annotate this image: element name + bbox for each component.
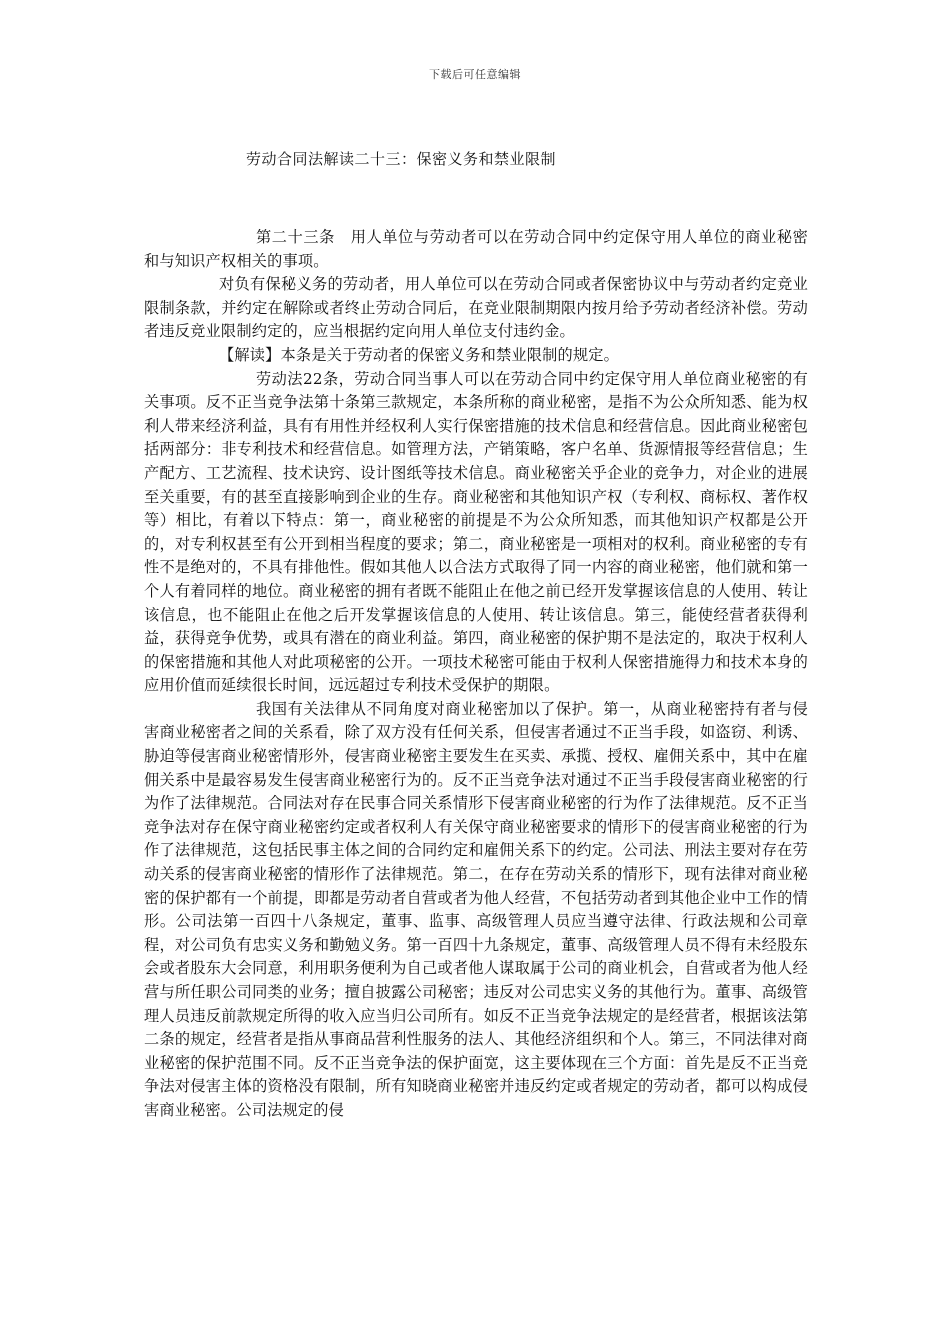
interpretation-heading: 【解读】本条是关于劳动者的保密义务和禁业限制的规定。 — [219, 345, 620, 364]
document-title: 劳动合同法解读二十三：保密义务和禁业限制 — [246, 150, 557, 168]
header-note: 下载后可任意编辑 — [429, 68, 521, 81]
article-paragraph-2: 对负有保秘义务的劳动者，用人单位可以在劳动合同或者保密协议中与劳动者约定竞业限制条款，并约定在解除或者终止劳动合同后，在竞业限制期限内按月给予劳动者经济补偿。劳动者违反竞业限制约定的，应当根据约定向用人单位支付违约金。 — [144, 275, 808, 341]
document-body — [144, 226, 808, 1123]
article-paragraph-1: 第二十三条 用人单位与劳动者可以在劳动合同中约定保守用人单位的商业秘密和与知识产权相关的事项。 — [144, 228, 808, 270]
interpretation-paragraph-1: 劳动法22条，劳动合同当事人可以在劳动合同中约定保守用人单位商业秘密的有关事项。反不正当竞争法第十条第三款规定，本条所称的商业秘密，是指不为公众所知悉、能为权利人带来经济利益，具有有用性并经权利人实行保密措施的技术信息和经营信息。因此商业秘密包括两部分：非专利技术和经营信息。如管理方法，产销策略，客户名单、货源情报等经营信息；生产配方、工艺流程、技术诀窍、设计图纸等技术信息。商业秘密关乎企业的竞争力，对企业的进展至关重要，有的甚至直接影响到企业的生存。商业秘密和其他知识产权（专利权、商标权、著作权等）相比，有着以下特点：第一，商业秘密的前提是不为公众所知悉，而其他知识产权都是公开的，对专利权甚至有公开到相当程度的要求；第二，商业秘密是一项相对的权利。商业秘密的专有性不是绝对的，不具有排他性。假如其他人以合法方式取得了同一内容的商业秘密，他们就和第一个人有着同样的地位。商业秘密的拥有者既不能阻止在他之前已经开发掌握该信息的人使用、转让该信息，也不能阻止在他之后开发掌握该信息的人使用、转让该信息。第三，能使经营者获得利益，获得竞争优势，或具有潜在的商业利益。第四，商业秘密的保护期不是法定的，取决于权利人的保密措施和其他人对此项秘密的公开。一项技术秘密可能由于权利人保密措施得力和技术本身的应用价值而延续很长时间，远远超过专利技术受保护的期限。 — [144, 369, 808, 695]
interpretation-paragraph-2: 我国有关法律从不同角度对商业秘密加以了保护。第一，从商业秘密持有者与侵害商业秘密者之间的关系看，除了双方没有任何关系，但侵害者通过不正当手段，如盗窃、利诱、胁迫等侵害商业秘密情形外，侵害商业秘密主要发生在买卖、承揽、授权、雇佣关系中，其中在雇佣关系中是最容易发生侵害商业秘密行为的。反不正当竞争法对通过不正当手段侵害商业秘密的行为作了法律规范。合同法对存在民事合同关系情形下侵害商业秘密的行为作了法律规范。反不正当竞争法对存在保守商业秘密约定或者权利人有关保守商业秘密要求的情形下的侵害商业秘密的行为作了法律规范，这包括民事主体之间的合同约定和雇佣关系下的约定。公司法、刑法主要对存在劳动关系的侵害商业秘密的情形作了法律规范。第二，在存在劳动关系的情形下，现有法律对商业秘密的保护都有一个前提，即都是劳动者自营或者为他人经营，不包括劳动者到其他企业中工作的情形。公司法第一百四十八条规定，董事、监事、高级管理人员应当遵守法律、行政法规和公司章程，对公司负有忠实义务和勤勉义务。第一百四十九条规定，董事、高级管理人员不得有未经股东会或者股东大会同意，利用职务便利为自己或者他人谋取属于公司的商业机会，自营或者为他人经营与所任职公司同类的业务；擅自披露公司秘密；违反对公司忠实义务的其他行为。董事、高级管理人员违反前款规定所得的收入应当归公司所有。如反不正当竞争法规定的是经营者，根据该法第二条的规定，经营者是指从事商品营利性服务的法人、其他经济组织和个人。第三，不同法律对商业秘密的保护范围不同。反不正当竞争法的保护面宽，这主要体现在三个方面：首先是反不正当竞争法对侵害主体的资格没有限制，所有知晓商业秘密并违反约定或者规定的劳动者，都可以构成侵害商业秘密。公司法规定的侵 — [144, 699, 808, 1119]
